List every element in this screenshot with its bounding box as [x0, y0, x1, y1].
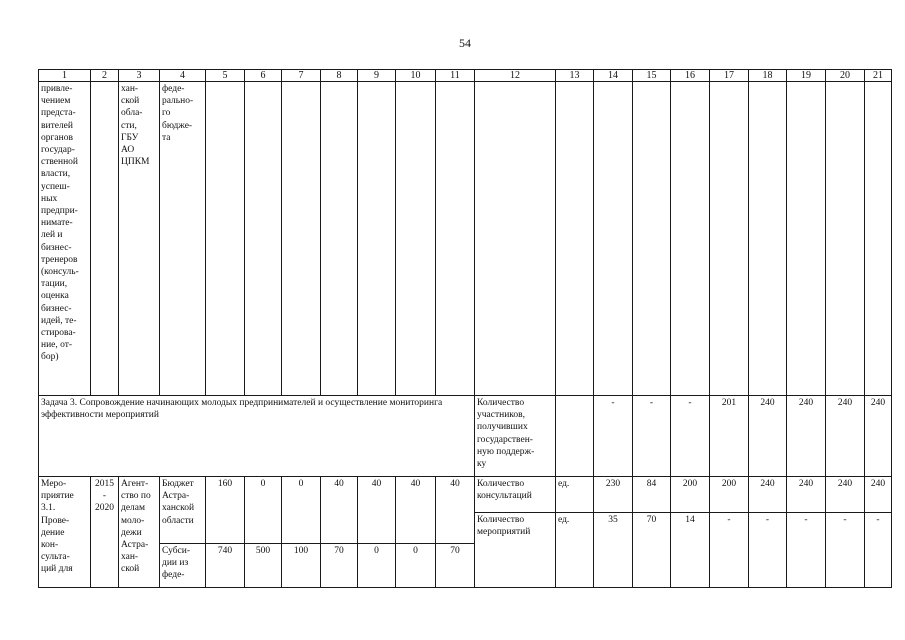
fund-1-col-6: 0 [244, 476, 282, 544]
fund-2-source: Субси- дии из феде- [159, 543, 206, 588]
header-col-3: 3 [118, 69, 160, 82]
consultations-col-20: 240 [825, 476, 865, 513]
header-col-4: 4 [159, 69, 206, 82]
task-3-col-21: 240 [864, 395, 892, 477]
header-col-12: 12 [474, 69, 556, 82]
indicator-consultations-unit: ед. [555, 476, 594, 513]
events-col-16: 14 [670, 512, 710, 588]
row-a-col-9 [357, 81, 396, 396]
fund-1-col-9: 40 [357, 476, 396, 544]
header-col-6: 6 [244, 69, 282, 82]
page-number: 54 [459, 36, 471, 50]
consultations-col-17: 200 [709, 476, 749, 513]
row-a-col-21 [864, 81, 892, 396]
fund-2-col-11: 70 [435, 543, 475, 588]
header-col-16: 16 [670, 69, 710, 82]
consultations-col-15: 84 [632, 476, 671, 513]
row-a-col-20 [825, 81, 865, 396]
fund-2-col-8: 70 [320, 543, 358, 588]
row-a-col-10 [395, 81, 436, 396]
header-col-20: 20 [825, 69, 865, 82]
header-col-11: 11 [435, 69, 475, 82]
header-col-14: 14 [593, 69, 633, 82]
fund-2-col-6: 500 [244, 543, 282, 588]
events-col-20: - [825, 512, 865, 588]
measure-3-1-period: 2015 - 2020 [90, 476, 119, 588]
events-col-19: - [786, 512, 826, 588]
row-a-col-4: феде- рально- го бюдже- та [159, 81, 206, 396]
fund-1-col-8: 40 [320, 476, 358, 544]
header-col-13: 13 [555, 69, 594, 82]
measure-3-1-executor: Агент- ство по делам моло- дежи Астра- хан- ской [118, 476, 160, 588]
row-a-col-12 [474, 81, 556, 396]
row-a-col-18 [748, 81, 787, 396]
task-3-col-15: - [632, 395, 671, 477]
row-a-col-7 [281, 81, 321, 396]
consultations-col-21: 240 [864, 476, 892, 513]
consultations-col-19: 240 [786, 476, 826, 513]
task-3-text: Задача 3. Сопровождение начинающих молодых предпринимателей и осуществление мониторинга эффективности мероприятий [38, 395, 475, 477]
events-col-18: - [748, 512, 787, 588]
row-a-col-6 [244, 81, 282, 396]
row-a-col-1: привле- чением предста- вителей органов государ- ственной власти, успеш- ных предпри- нимате- лей и бизнес- тренеров (консуль- тации, оценка бизнес- идей, те- стирова- ние, от- бор) [38, 81, 91, 396]
task-3-col-17: 201 [709, 395, 749, 477]
row-a-col-11 [435, 81, 475, 396]
header-col-17: 17 [709, 69, 749, 82]
events-col-21: - [864, 512, 892, 588]
task-3-col-19: 240 [786, 395, 826, 477]
header-col-18: 18 [748, 69, 787, 82]
header-col-1: 1 [38, 69, 91, 82]
indicator-consultations: Количество консультаций [474, 476, 556, 513]
task-3-indicator: Количество участников, получивших государствен- ную поддерж- ку [474, 395, 556, 477]
fund-1-col-7: 0 [281, 476, 321, 544]
header-col-7: 7 [281, 69, 321, 82]
row-a-col-19 [786, 81, 826, 396]
row-a-col-8 [320, 81, 358, 396]
indicator-events-unit: ед. [555, 512, 594, 588]
fund-2-col-10: 0 [395, 543, 436, 588]
header-col-19: 19 [786, 69, 826, 82]
row-a-col-14 [593, 81, 633, 396]
row-a-col-15 [632, 81, 671, 396]
row-a-col-17 [709, 81, 749, 396]
row-a-col-2 [90, 81, 119, 396]
measure-3-1-title: Меро- приятие 3.1. Прове- дение кон- сульта- ций для [38, 476, 91, 588]
events-col-14: 35 [593, 512, 633, 588]
header-col-5: 5 [205, 69, 245, 82]
task-3-col-16: - [670, 395, 710, 477]
task-3-col-20: 240 [825, 395, 865, 477]
fund-1-source: Бюджет Астра- ханской области [159, 476, 206, 544]
fund-2-col-7: 100 [281, 543, 321, 588]
task-3-col-14: - [593, 395, 633, 477]
row-a-col-3: хан- ской обла- сти, ГБУ АО ЦПКМ [118, 81, 160, 396]
header-col-9: 9 [357, 69, 396, 82]
fund-2-col-5: 740 [205, 543, 245, 588]
row-a-col-5 [205, 81, 245, 396]
events-col-17: - [709, 512, 749, 588]
header-col-2: 2 [90, 69, 119, 82]
fund-1-col-5: 160 [205, 476, 245, 544]
row-a-col-13 [555, 81, 594, 396]
consultations-col-16: 200 [670, 476, 710, 513]
header-col-15: 15 [632, 69, 671, 82]
header-col-10: 10 [395, 69, 436, 82]
indicator-events: Количество мероприятий [474, 512, 556, 588]
task-3-col-13 [555, 395, 594, 477]
fund-1-col-11: 40 [435, 476, 475, 544]
fund-2-col-9: 0 [357, 543, 396, 588]
task-3-col-18: 240 [748, 395, 787, 477]
events-col-15: 70 [632, 512, 671, 588]
fund-1-col-10: 40 [395, 476, 436, 544]
row-a-col-16 [670, 81, 710, 396]
header-col-8: 8 [320, 69, 358, 82]
consultations-col-14: 230 [593, 476, 633, 513]
header-col-21: 21 [864, 69, 892, 82]
consultations-col-18: 240 [748, 476, 787, 513]
